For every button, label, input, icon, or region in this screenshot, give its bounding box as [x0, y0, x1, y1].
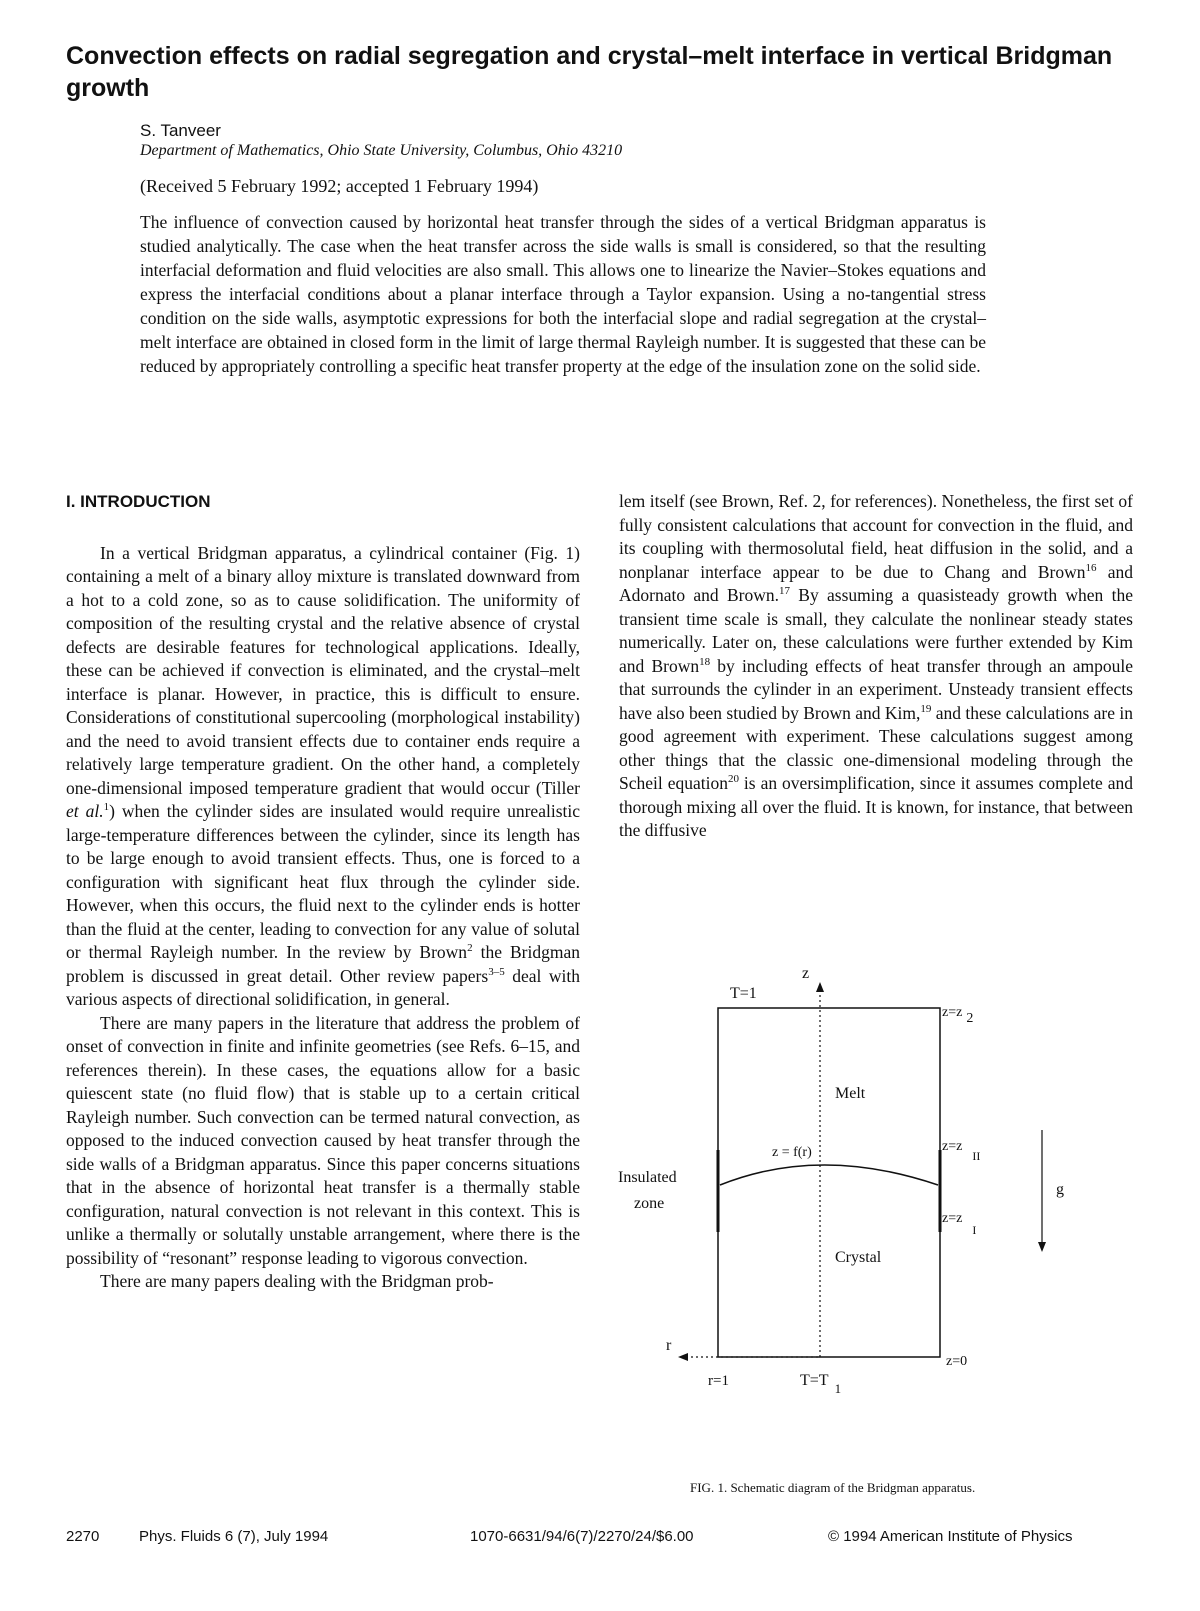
affiliation: Department of Mathematics, Ohio State University, Columbus, Ohio 43210 — [140, 142, 623, 159]
ref-sup: 16 — [1085, 561, 1097, 574]
intro-text: In a vertical Bridgman apparatus, a cylindrical container (Fig. 1) containing a melt of a binary alloy mixture is translated downward from a hot to a cold zone, so as to cause solidification. The uniformity of composition of the resulting crystal and the relative absence of crystal defects are desirable features for technological applications. Ideally, these can be achieved if convection is eliminated, and the crystal–melt interface is planar. However, in practice, this is difficult to ensure. Considerations of constitutional supercooling (morphological instability) and the need to avoid transient effects due to container ends require a relatively large temperature gradient. On the other hand, a completely one-dimensional imposed temperature gradient that would occur (Tiller — [66, 542, 580, 798]
footer-article-code: 1070-6631/94/6(7)/2270/24/$6.00 — [470, 1528, 694, 1545]
cylinder-outline — [718, 1008, 940, 1357]
radius-label: r=1 — [708, 1373, 729, 1389]
mid-height-sub: II — [972, 1149, 981, 1163]
paper-title: Convection effects on radial segregation and crystal–melt interface in vertical Bridgman growth — [66, 42, 1113, 102]
right-text: by including effects of heat transfer through an ampoule that surrounds the cylinder in an experiment. Unsteady transient effects have also been studied by Brown and Kim, — [619, 655, 1133, 723]
right-text: and these calculations are in good agreement with experiment. These calculations suggest among other things that the classic one-dimensional modeling through the Scheil equation — [619, 702, 1134, 793]
ref-sup: 20 — [727, 773, 739, 786]
intro-text: deal with various aspects of directional solidification, in general. — [66, 965, 581, 1009]
top-height-label — [942, 1005, 973, 1026]
right-column — [619, 490, 1133, 843]
ref-sup: 19 — [920, 702, 932, 715]
intro-text: the Bridgman problem is discussed in great detail. Other review papers — [66, 942, 581, 986]
bottom-temperature-text: T=T — [800, 1372, 829, 1389]
low-height-text: z=z — [942, 1211, 963, 1226]
crystal-label: Crystal — [835, 1249, 882, 1266]
intro-paragraph-2: There are many papers in the literature that address the problem of onset of convection in finite and infinite geometries (see Refs. 6–15, and references therein). In these cases, the equations allow for a basic quiescent state (no fluid flow) that is stable up to a certain critical Rayleigh number. Such convection can be termed natural convection, as opposed to the induced convection caused by heat transfer through the side walls of a Bridgman apparatus. Since this paper concerns situations that in the absence of horizontal heat transfer is a thermally stable configuration, natural convection is not relevant in this context. This is unlike a thermally or solutally unstable arrangement, where there is the possibility of “resonant” response leading to vigorous convection. — [66, 1012, 580, 1268]
intro-text: ) when the cylinder sides are insulated would require unrealistic large-temperature differences between the cylinder, since its length has to be large enough to avoid transient effects. Thus, one is forced to a configuration with significant heat flux through the cylinder side. However, when this occurs, the fluid next to the cylinder ends is hotter than the fluid at the center, leading to convection for any value of solutal or thermal Rayleigh number. In the review by Brown — [66, 801, 580, 962]
ref-sup: 18 — [699, 655, 711, 668]
r-axis-label: r — [666, 1337, 672, 1354]
top-temperature-label: T=1 — [730, 985, 757, 1002]
top-height-text: z=z — [942, 1005, 963, 1020]
left-column — [66, 490, 580, 1294]
ref-sup: 3–5 — [488, 965, 505, 978]
ref-sup: 2 — [467, 942, 473, 955]
figure-caption: FIG. 1. Schematic diagram of the Bridgman apparatus. — [690, 1480, 976, 1495]
bottom-height-label: z=0 — [946, 1354, 968, 1369]
right-text: is an oversimplification, since it assumes complete and thorough mixing all over the fluid. It is known, for instance, that between the diffusive — [619, 773, 1133, 840]
section-heading: I. INTRODUCTION — [66, 492, 211, 511]
intro-paragraph-3: There are many papers dealing with the Bridgman prob- — [100, 1271, 494, 1291]
intro-paragraph-1 — [66, 542, 580, 1012]
footer-journal: Phys. Fluids 6 (7), July 1994 — [139, 1528, 329, 1545]
right-text: and Adornato and Brown. — [619, 561, 1133, 605]
footer-page-number: 2270 — [66, 1528, 100, 1545]
author: S. Tanveer — [140, 121, 221, 140]
z-axis-label: z — [802, 965, 810, 982]
top-height-sub: 2 — [966, 1011, 974, 1026]
insulated-label-1: Insulated — [618, 1169, 677, 1186]
r-arrow-head — [678, 1353, 688, 1361]
mid-height-text: z=z — [942, 1139, 963, 1154]
intro-etal: et al. — [66, 801, 104, 821]
gravity-label: g — [1056, 1181, 1064, 1198]
right-paragraph — [619, 490, 1133, 843]
low-height-sub: I — [972, 1223, 977, 1237]
right-text: By assuming a quasisteady growth when the transient time scale is small, they calculate the nonlinear steady states numerically. Later on, these calculations were further extended by Kim and Brown — [619, 585, 1133, 676]
melt-label: Melt — [835, 1085, 866, 1102]
insulated-label-2: zone — [634, 1195, 665, 1212]
abstract: The influence of convection caused by horizontal heat transfer through the sides of a vertical Bridgman apparatus is studied analytically. The case when the heat transfer across the side walls is small is considered, so that the resulting interfacial deformation and fluid velocities are also small. This allows one to linearize the Navier–Stokes equations and express the interfacial conditions about a planar interface through a Taylor expansion. Using a no-tangential stress condition on the side walls, asymptotic expressions for both the interfacial slope and radial segregation at the crystal–melt interface are obtained in closed form in the limit of large thermal Rayleigh number. It is suggested that these can be reduced by appropriately controlling a specific heat transfer property at the edge of the insulation zone on the solid side. — [140, 212, 986, 376]
interface-curve — [720, 1165, 938, 1185]
ref-sup: 1 — [103, 801, 110, 814]
bottom-temperature-label — [800, 1372, 841, 1396]
low-height-label — [942, 1211, 976, 1237]
bottom-temperature-sub: 1 — [834, 1381, 842, 1396]
gravity-arrow-head — [1038, 1242, 1046, 1252]
bridgman-diagram — [618, 965, 1150, 1460]
interface-label: z = f(r) — [772, 1145, 812, 1160]
mid-height-label — [942, 1139, 980, 1163]
footer-copyright: © 1994 American Institute of Physics — [828, 1528, 1073, 1545]
received-dates: (Received 5 February 1992; accepted 1 February 1994) — [140, 176, 539, 196]
z-arrow-head — [816, 982, 824, 992]
ref-sup: 17 — [779, 585, 790, 598]
right-text: lem itself (see Brown, Ref. 2, for references). Nonetheless, the first set of fully consistent calculations that account for convection in the fluid, and its coupling with thermosolutal field, heat diffusion in the solid, and a nonplanar interface appear to be due to Chang and Brown — [619, 491, 1133, 582]
